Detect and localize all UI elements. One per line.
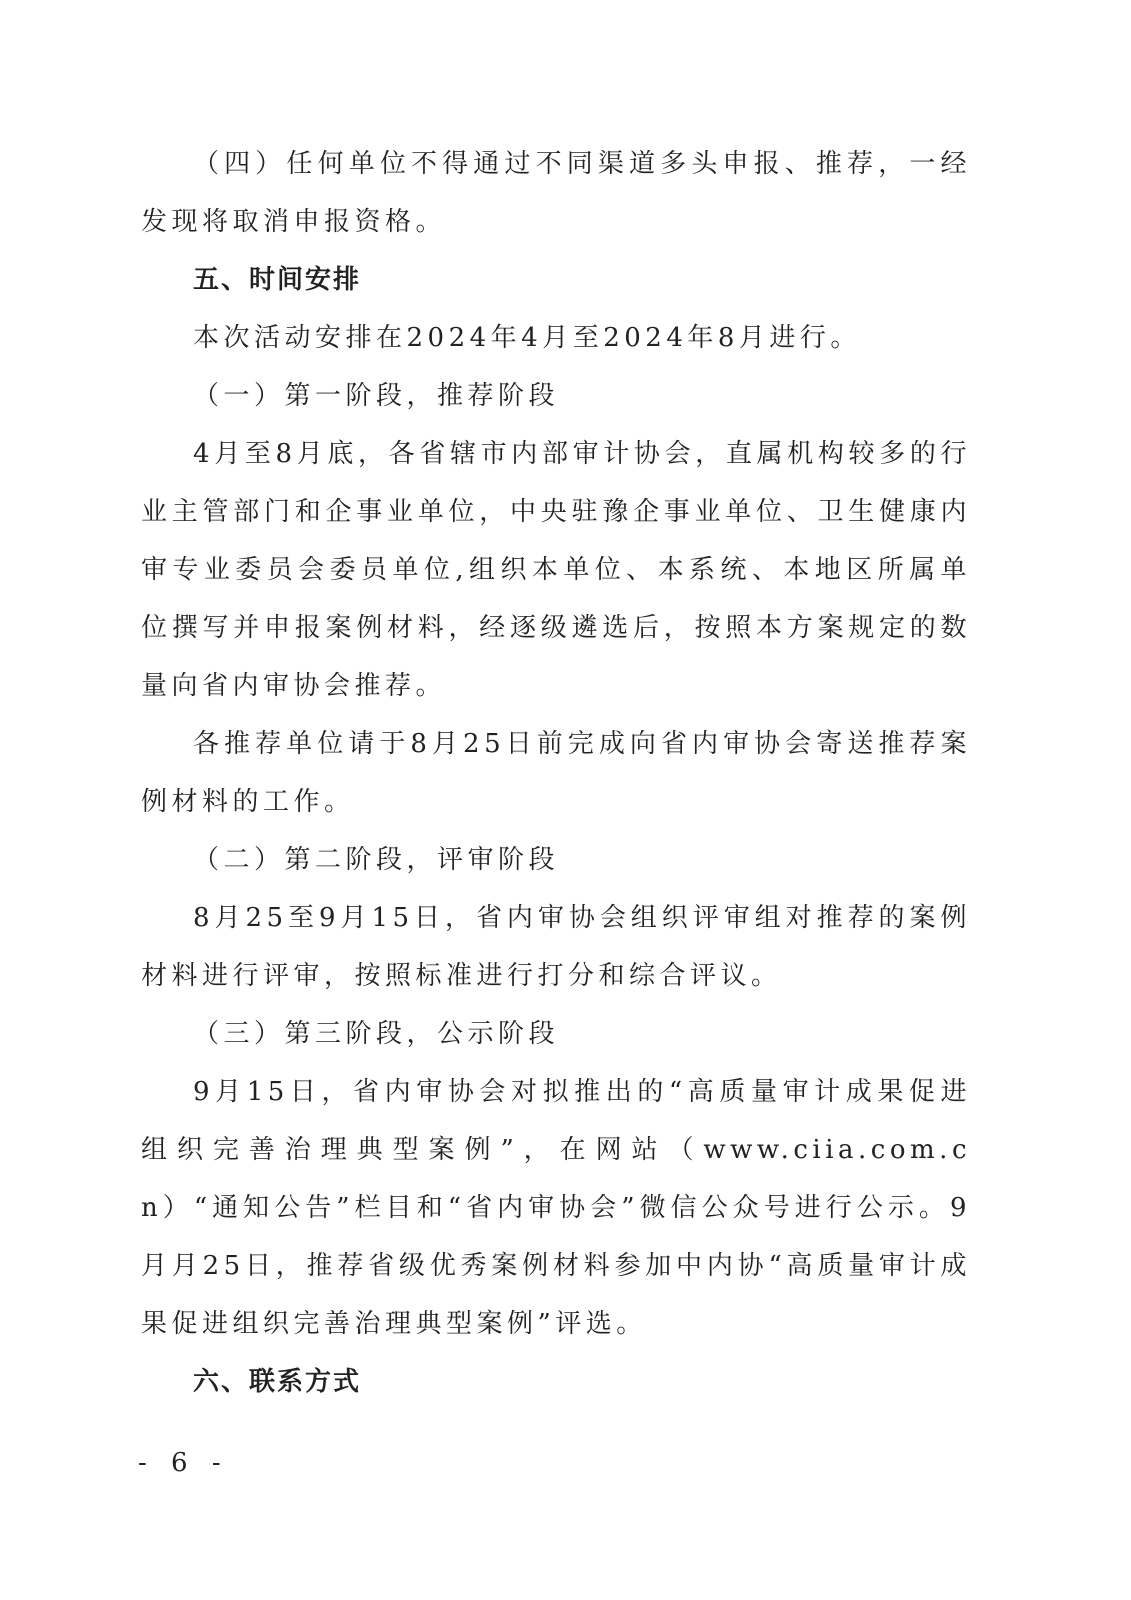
paragraph-stage-one-detail: 4月至8月底，各省辖市内部审计协会，直属机构较多的行业主管部门和企事业单位，中央驻豫企事业单位、卫生健康内审专业委员会委员单位,组织本单位、本系统、本地区所属单位撰写并申报案例材料，经逐级遴选后，按照本方案规定的数量向省内审协会推荐。 bbox=[141, 439, 971, 701]
section-heading-contact: 六、联系方式 bbox=[193, 1367, 362, 1397]
paragraph-stage-three-detail: 9月15日，省内审协会对拟推出的“高质量审计成果促进组织完善治理典型案例”，在网站（www.ciia.com.cn）“通知公告”栏目和“省内审协会”微信公众号进行公示。9月月25日，推荐省级优秀案例材料参加中内协“高质量审计成果促进组织完善治理典型案例”评选。 bbox=[141, 1077, 971, 1339]
subheading-stage-two: （二）第二阶段，评审阶段 bbox=[193, 845, 560, 875]
document-body bbox=[141, 135, 971, 1411]
section-heading-schedule: 五、时间安排 bbox=[193, 265, 362, 295]
paragraph-notice-four: （四）任何单位不得通过不同渠道多头申报、推荐，一经发现将取消申报资格。 bbox=[141, 149, 971, 237]
paragraph-schedule-overview: 本次活动安排在2024年4月至2024年8月进行。 bbox=[193, 323, 861, 353]
subheading-stage-one: （一）第一阶段，推荐阶段 bbox=[193, 381, 560, 411]
paragraph-stage-one-deadline: 各推荐单位请于8月25日前完成向省内审协会寄送推荐案例材料的工作。 bbox=[141, 729, 971, 817]
page-number: - 6 - bbox=[138, 1448, 229, 1478]
subheading-stage-three: （三）第三阶段，公示阶段 bbox=[193, 1019, 560, 1049]
paragraph-stage-two-detail: 8月25至9月15日，省内审协会组织评审组对推荐的案例材料进行评审，按照标准进行打分和综合评议。 bbox=[141, 903, 971, 991]
